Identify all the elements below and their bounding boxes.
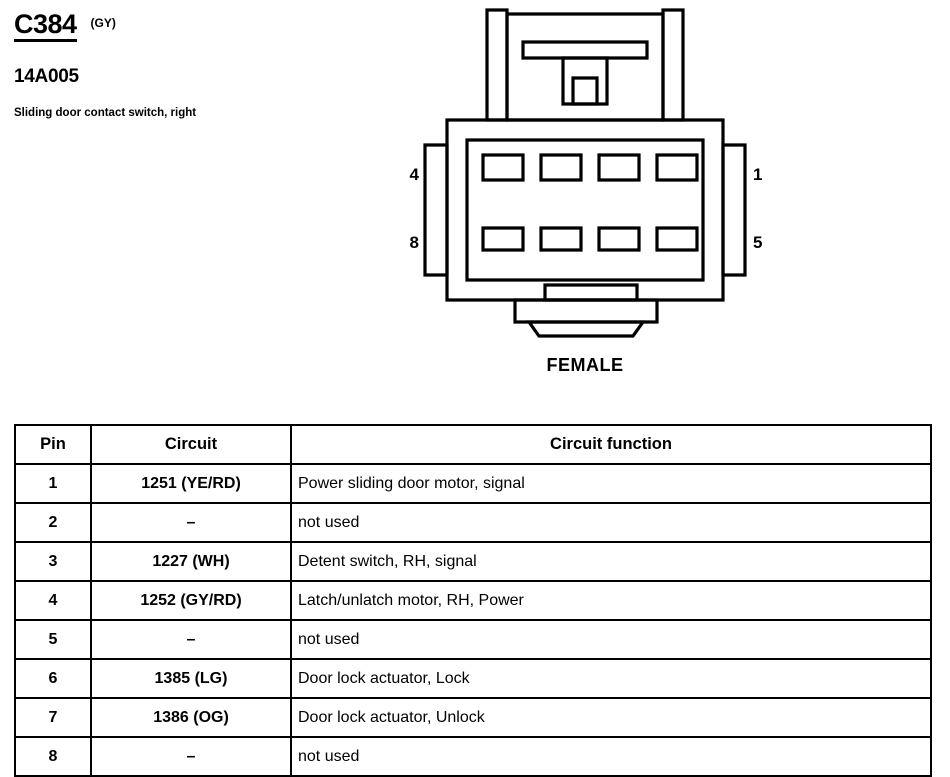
cell-circuit: – xyxy=(91,737,291,776)
connector-header xyxy=(14,10,334,122)
side-flange-left xyxy=(425,145,447,275)
cell-pin: 2 xyxy=(15,503,91,542)
table-row xyxy=(15,698,931,737)
cell-pin: 1 xyxy=(15,464,91,503)
cell-circuit-function: not used xyxy=(291,737,931,776)
cell-circuit: – xyxy=(91,620,291,659)
latch-stem xyxy=(563,58,607,104)
pin-callout-4: 4 xyxy=(409,165,419,184)
cell-pin: 8 xyxy=(15,737,91,776)
connector-color-code: (GY) xyxy=(90,16,116,30)
latch-post-right xyxy=(663,10,683,120)
connector-skirt xyxy=(515,300,657,322)
table-row xyxy=(15,659,931,698)
cell-circuit-function: Latch/unlatch motor, RH, Power xyxy=(291,581,931,620)
cell-circuit: 1386 (OG) xyxy=(91,698,291,737)
latch-center-block xyxy=(573,78,597,104)
terminal-slot-1 xyxy=(657,155,697,180)
cell-pin: 6 xyxy=(15,659,91,698)
cell-pin: 4 xyxy=(15,581,91,620)
pin-table-container xyxy=(14,424,932,777)
table-header-row xyxy=(15,425,931,464)
keying-notch xyxy=(545,285,637,300)
connector-diagram xyxy=(395,0,775,390)
cell-pin: 5 xyxy=(15,620,91,659)
latch-post-left xyxy=(487,10,507,120)
part-number: 14A005 xyxy=(14,66,79,88)
connector-gender-label: FEMALE xyxy=(546,355,624,375)
table-row xyxy=(15,503,931,542)
connector-description: Sliding door contact switch, right xyxy=(14,107,197,120)
terminal-slot-4 xyxy=(483,155,523,180)
cell-pin: 7 xyxy=(15,698,91,737)
connector-inner-cavity xyxy=(467,140,703,280)
table-row xyxy=(15,464,931,503)
latch-shoulder xyxy=(523,42,647,58)
cell-circuit: 1385 (LG) xyxy=(91,659,291,698)
column-header-circuit: Circuit xyxy=(91,425,291,464)
table-row xyxy=(15,581,931,620)
connector-id: C384 xyxy=(14,10,77,42)
cell-circuit-function: Door lock actuator, Unlock xyxy=(291,698,931,737)
cell-circuit: – xyxy=(91,503,291,542)
terminal-slot-2 xyxy=(599,155,639,180)
pin-callout-8: 8 xyxy=(409,233,419,252)
pin-table xyxy=(14,424,932,777)
cell-circuit-function: Power sliding door motor, signal xyxy=(291,464,931,503)
cell-circuit-function: not used xyxy=(291,503,931,542)
connector-id-row xyxy=(14,10,334,42)
cell-circuit: 1251 (YE/RD) xyxy=(91,464,291,503)
connector-svg xyxy=(395,0,775,390)
table-row xyxy=(15,737,931,776)
connector-outer-shell xyxy=(447,120,723,300)
terminal-slot-8 xyxy=(483,228,523,250)
side-flange-right xyxy=(723,145,745,275)
pin-table-header xyxy=(15,425,931,464)
cell-circuit: 1227 (WH) xyxy=(91,542,291,581)
terminal-slot-3 xyxy=(541,155,581,180)
cell-circuit-function: not used xyxy=(291,620,931,659)
cell-pin: 3 xyxy=(15,542,91,581)
terminal-slot-5 xyxy=(657,228,697,250)
column-header-circuit-function: Circuit function xyxy=(291,425,931,464)
column-header-pin: Pin xyxy=(15,425,91,464)
cell-circuit-function: Detent switch, RH, signal xyxy=(291,542,931,581)
cell-circuit-function: Door lock actuator, Lock xyxy=(291,659,931,698)
table-row xyxy=(15,542,931,581)
cell-circuit: 1252 (GY/RD) xyxy=(91,581,291,620)
connector-boot xyxy=(529,322,643,336)
terminal-slot-7 xyxy=(541,228,581,250)
table-row xyxy=(15,620,931,659)
pin-callout-1: 1 xyxy=(753,165,763,184)
terminal-slot-6 xyxy=(599,228,639,250)
pin-table-body xyxy=(15,464,931,776)
pin-callout-5: 5 xyxy=(753,233,763,252)
